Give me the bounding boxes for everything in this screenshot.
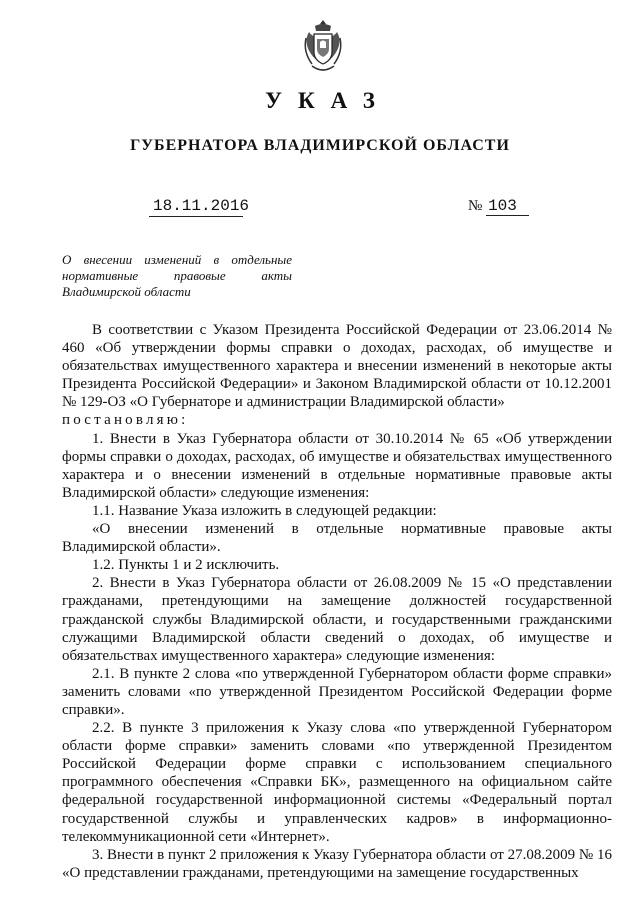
number-value: 103 xyxy=(486,197,529,216)
document-date: 18.11.2016 xyxy=(149,196,243,217)
number-sign: № xyxy=(468,198,483,214)
document-subtitle: ГУБЕРНАТОРА ВЛАДИМИРСКОЙ ОБЛАСТИ xyxy=(130,137,510,154)
subject-line-3: Владимирской области xyxy=(62,284,191,299)
paragraph-1-1: 1.1. Название Указа изложить в следующей редакции: xyxy=(92,502,437,519)
document-subject xyxy=(62,252,292,300)
paragraph-1: 1. Внести в Указ Губернатора области от 30.10.2014 № 65 «Об утверждении формы справки о доходах, расходах, об имуществе и обязательствах имущественного характера и о внесении изменений в отдельные нормативные правовые акты Владимирской области» следующие изменения: xyxy=(62,430,612,501)
paragraph-2-2: 2.2. В пункте 3 приложения к Указу слова «по утвержденной Губернатором области форме справки» заменить словами «по утвержденной Президентом Российской Федерации форме справки с использованием специального программного обеспечения «Справки БК», размещенного на официальном сайте федеральной государственной информационной системы «Федеральный портал государственной службы и управленческих кадров» в информационно-телекоммуникационной сети «Интернет». xyxy=(62,720,612,845)
document-number xyxy=(468,196,529,216)
paragraph-3: 3. Внести в пункт 2 приложения к Указу Губернатора области от 27.08.2009 № 16 «О представлении гражданами, претендующими на замещение государственных xyxy=(62,846,612,881)
paragraph-1-1-text: «О внесении изменений в отдельные нормативные правовые акты Владимирской области». xyxy=(62,521,612,556)
paragraph-2: 2. Внести в Указ Губернатора области от 26.08.2009 № 15 «О представлении гражданами, претендующими на замещение должностей государственной гражданской службы Владимирской области, и государственными гражданскими служащими Владимирской области сведений о доходах, об имуществе и обязательствах имущественного характера» следующие изменения: xyxy=(62,575,612,664)
subject-line-1: О внесении изменений в отдельные xyxy=(62,252,292,267)
decree-word: постановляю: xyxy=(62,412,189,429)
document-title: УКАЗ xyxy=(265,88,391,113)
coat-of-arms-emblem xyxy=(302,18,344,76)
preamble-paragraph: В соответствии с Указом Президента Российской Федерации от 23.06.2014 № 460 «Об утверждении формы справки о доходах, расходах, об имуществе и обязательствах имущественного характера и внесении изменений в некоторые акты Президента Российской Федерации» и Законом Владимирской области от 10.12.2001 № 129-ОЗ «О Губернаторе и администрации Владимирской области» xyxy=(62,322,612,411)
paragraph-2-1: 2.1. В пункте 2 слова «по утвержденной Губернатором области форме справки» заменить словами «по утвержденной Президентом Российской Федерации форме справки». xyxy=(62,665,612,718)
subject-line-2: нормативные правовые акты xyxy=(62,268,292,283)
document-body xyxy=(62,321,612,882)
paragraph-1-2: 1.2. Пункты 1 и 2 исключить. xyxy=(92,557,280,574)
